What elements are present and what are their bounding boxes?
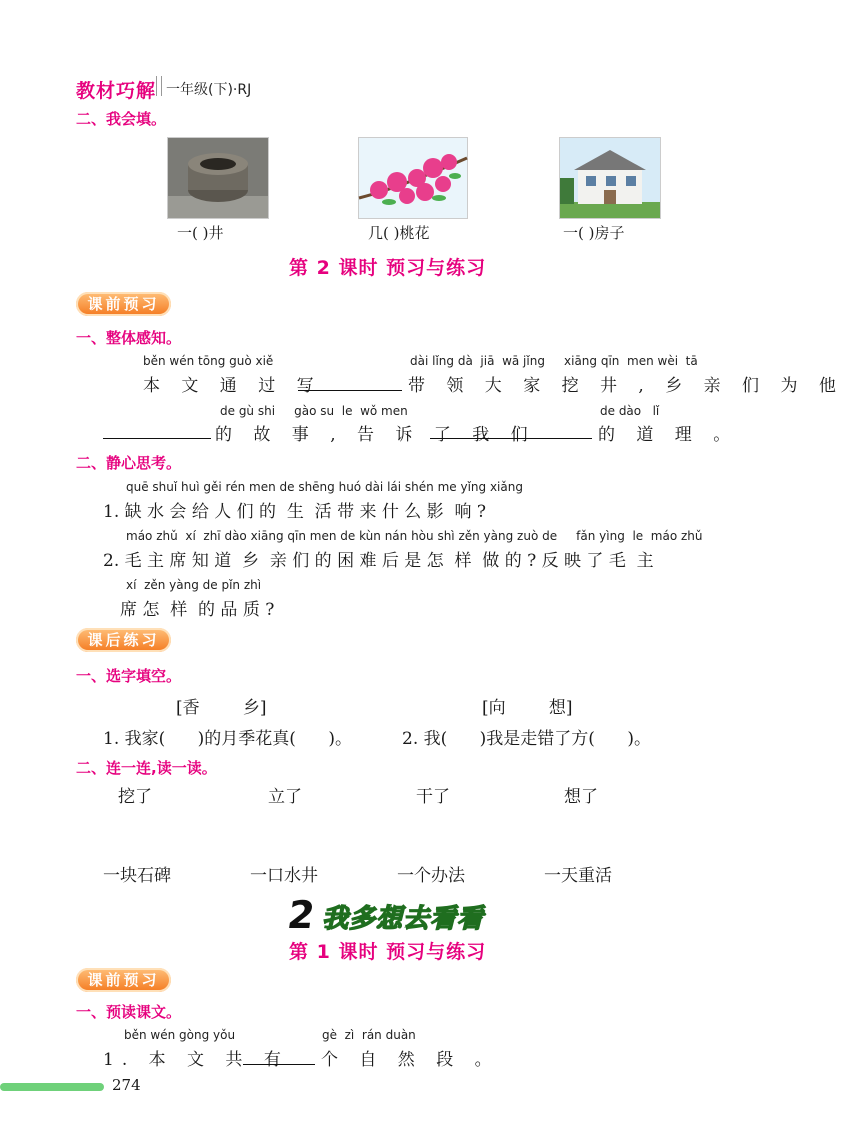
house-photo-icon [559, 137, 661, 219]
book-grade: 一年级(下)·RJ [166, 82, 252, 98]
question-1: 1. 缺 水 会 给 人 们 的 生 活 带 来 什 么 影 响 ? [103, 502, 487, 522]
question-2-cont: 席 怎 样 的 品 质 ? [120, 600, 275, 620]
unit-title: 我多想去看看 [322, 904, 485, 934]
pinyin-line: máo zhǔ xí zhī dào xiāng qīn men de kùn nán hòu shì zěn yàng zuò de fǎn yìng le máo zhǔ [126, 529, 703, 543]
unit-number: 2 [284, 893, 318, 937]
text-line: 的 道 理 。 [598, 425, 739, 445]
choose-item-2[interactable]: 2. 我( )我是走错了方( )。 [402, 729, 651, 749]
pinyin-line: běn wén tōng guò xiě [143, 354, 274, 368]
header-divider [156, 76, 162, 96]
pinyin-line: quē shuǐ huì gěi rén men de shēng huó dài lái shén me yǐng xiǎng [126, 480, 523, 494]
question-2: 2. 毛 主 席 知 道 乡 亲 们 的 困 难 后 是 怎 样 做 的 ? 反 映 了 毛 主 [103, 551, 654, 571]
text-line: 带 领 大 家 挖 井 , 乡 亲 们 为 他 [408, 376, 844, 396]
fill-blank[interactable] [430, 438, 592, 439]
fill-blank[interactable] [243, 1064, 315, 1065]
text-line: 1. 本 文 共 有 [103, 1050, 289, 1070]
match-verb[interactable]: 立了 [268, 787, 302, 807]
match-verb[interactable]: 挖了 [118, 787, 152, 807]
match-verb[interactable]: 想了 [564, 787, 598, 807]
page-bar [0, 1083, 104, 1091]
peach-blossom-photo-icon [358, 137, 468, 219]
section-heading-overview: 一、整体感知。 [76, 329, 182, 347]
match-verb[interactable]: 干了 [416, 787, 450, 807]
match-noun[interactable]: 一块石碑 [103, 866, 171, 886]
section-heading-think: 二、静心思考。 [76, 454, 182, 472]
pinyin-line: de gù shi gào su le wǒ men [220, 404, 408, 418]
pinyin-line: de dào lǐ [600, 404, 660, 418]
match-noun[interactable]: 一口水井 [250, 866, 318, 886]
text-line: 个 自 然 段 。 [321, 1050, 500, 1070]
pinyin-line: běn wén gòng yǒu [124, 1028, 236, 1042]
badge-post-class: 课后练习 [76, 628, 171, 652]
page-number: 274 [112, 1076, 141, 1094]
fill-blank[interactable] [298, 390, 402, 391]
section-heading-fill: 二、我会填。 [76, 110, 167, 128]
match-noun[interactable]: 一天重活 [544, 866, 612, 886]
badge-pre-class: 课前预习 [76, 292, 171, 316]
section-heading-preview: 一、预读课文。 [76, 1003, 182, 1021]
badge-pre-class: 课前预习 [76, 968, 171, 992]
pinyin-line: dài lǐng dà jiā wā jǐng xiāng qīn men wèi tā [410, 354, 698, 368]
house-caption: 一( )房子 [563, 224, 625, 242]
lesson-title: 第 2 课时 预习与练习 [289, 257, 487, 279]
well-photo-icon [167, 137, 269, 219]
text-line: 本 文 通 过 写 [143, 376, 322, 396]
fill-blank[interactable] [103, 438, 211, 439]
text-line: 的 故 事 , 告 诉 了 我 们 [215, 425, 536, 445]
pinyin-line: gè zì rán duàn [322, 1028, 416, 1042]
choose-item-1[interactable]: 1. 我家( )的月季花真( )。 [103, 729, 352, 749]
options-1: [香 乡] [176, 698, 267, 718]
match-noun[interactable]: 一个办法 [397, 866, 465, 886]
well-caption: 一( )井 [177, 224, 224, 242]
pinyin-line: xí zěn yàng de pǐn zhì [126, 578, 262, 592]
lesson-title: 第 1 课时 预习与练习 [289, 941, 487, 963]
options-2: [向 想] [482, 698, 573, 718]
section-heading-match: 二、连一连,读一读。 [76, 759, 217, 777]
book-brand: 教材巧解 [76, 80, 157, 102]
section-heading-choose: 一、选字填空。 [76, 667, 182, 685]
blossom-caption: 几( )桃花 [368, 224, 430, 242]
